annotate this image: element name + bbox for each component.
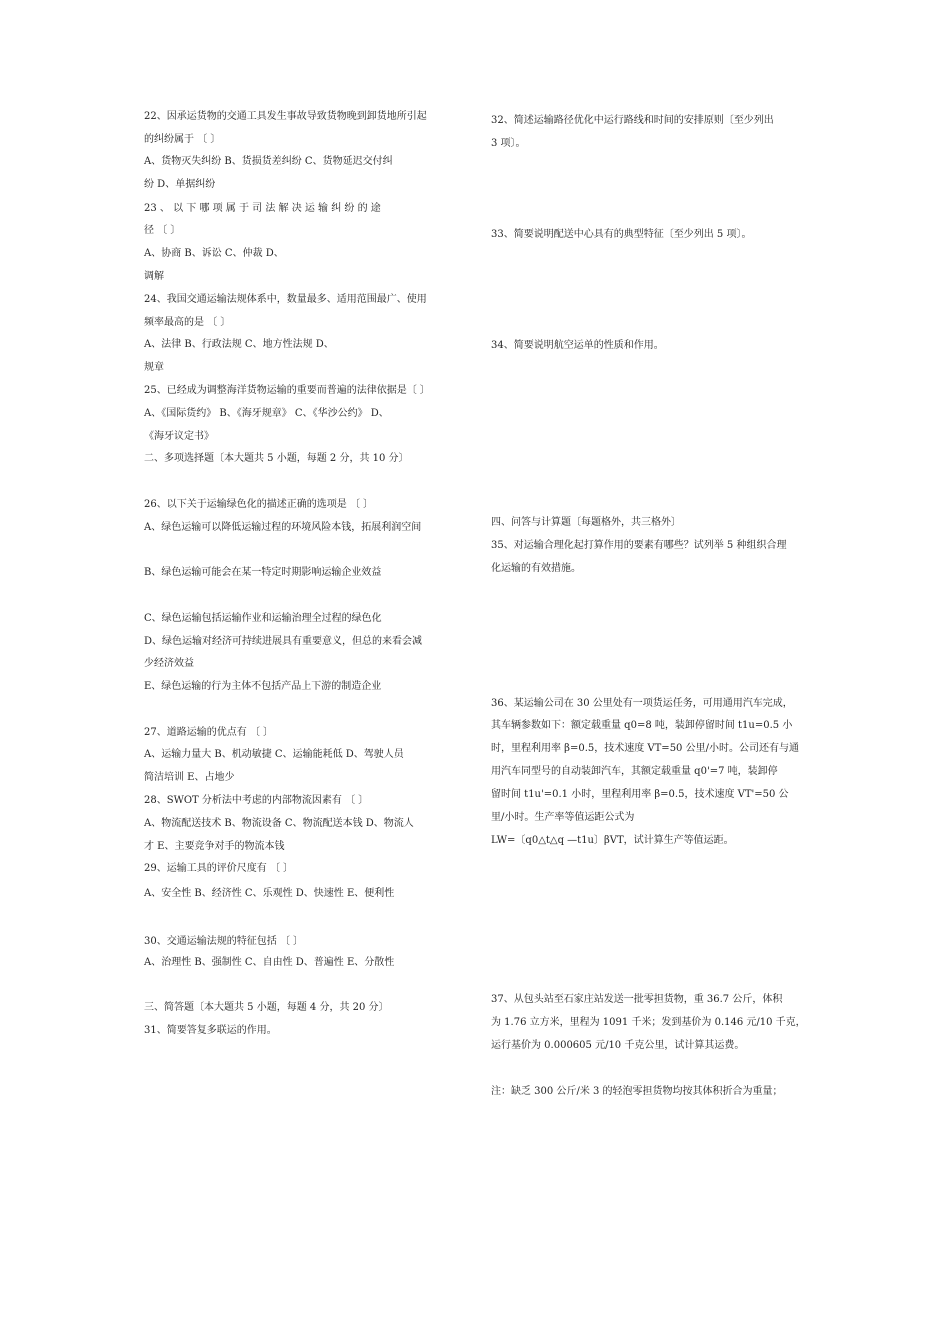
text-line: 时，里程利用率 β=0.5，技术速度 VT=50 公里/小时。公司还有与通 bbox=[491, 743, 799, 754]
text-line: 34、简要说明航空运单的性质和作用。 bbox=[491, 340, 664, 351]
text-line: LW=〔q0△t△q —t1u〕βVT，试计算生产等值运距。 bbox=[491, 835, 734, 846]
text-line: 纷 D、单据纠纷 bbox=[144, 179, 216, 190]
text-line: 33、简要说明配送中心具有的典型特征〔至少列出 5 项〕。 bbox=[491, 229, 752, 240]
text-line: 里/小时。生产率等值运距公式为 bbox=[491, 812, 635, 823]
text-line: 的纠纷属于 〔 〕 bbox=[144, 134, 221, 145]
text-line: A、运输力量大 B、机动敏捷 C、运输能耗低 D、驾驶人员 bbox=[144, 749, 404, 760]
text-line: C、绿色运输包括运输作业和运输治理全过程的绿色化 bbox=[144, 613, 382, 624]
text-line: A、协商 B、诉讼 C、仲裁 D、 bbox=[144, 248, 284, 259]
text-line: A、治理性 B、强制性 C、自由性 D、普遍性 E、分散性 bbox=[144, 957, 395, 968]
text-line: A、货物灭失纠纷 B、货损货差纠纷 C、货物延迟交付纠 bbox=[144, 156, 393, 167]
text-line: 注：缺乏 300 公斤/米 3 的轻泡零担货物均按其体积折合为重量； bbox=[491, 1086, 783, 1097]
text-line: 28、SWOT 分析法中考虑的内部物流因素有 〔 〕 bbox=[144, 795, 369, 806]
text-line: 简洁培训 E、占地少 bbox=[144, 772, 235, 783]
text-line: 31、简要答复多联运的作用。 bbox=[144, 1025, 277, 1036]
text-line: 其车辆参数如下：额定载重量 q0=8 吨，装卸停留时间 t1u=0.5 小 bbox=[491, 720, 793, 731]
text-line: 运行基价为 0.000605 元/10 千克公里，试计算其运费。 bbox=[491, 1040, 745, 1051]
text-line: 留时间 t1u'=0.1 小时，里程利用率 β=0.5，技术速度 VT'=50 公 bbox=[491, 789, 789, 800]
text-line: A、安全性 B、经济性 C、乐观性 D、快速性 E、便利性 bbox=[144, 888, 395, 899]
text-line: 25、已经成为调整海洋货物运输的重要而普遍的法律依据是〔 〕 bbox=[144, 385, 430, 396]
text-line: 径 〔 〕 bbox=[144, 225, 181, 236]
text-line: 为 1.76 立方米，里程为 1091 千米；发到基价为 0.146 元/10 千克， bbox=[491, 1017, 806, 1028]
text-line: 调解 bbox=[144, 271, 164, 282]
text-line: 才 E、主要竞争对手的物流本钱 bbox=[144, 841, 285, 852]
text-line: 37、从包头站至石家庄站发送一批零担货物，重 36.7 公斤，体积 bbox=[491, 994, 783, 1005]
text-line: 29、运输工具的评价尺度有 〔 〕 bbox=[144, 863, 294, 874]
text-line: 27、道路运输的优点有 〔 〕 bbox=[144, 727, 274, 738]
text-line: 36、某运输公司在 30 公里处有一项货运任务，可用通用汽车完成， bbox=[491, 698, 793, 709]
text-line: 用汽车同型号的自动装卸汽车，其额定载重量 q0'=7 吨，装卸停 bbox=[491, 766, 778, 777]
text-line: E、绿色运输的行为主体不包括产品上下游的制造企业 bbox=[144, 681, 382, 692]
text-line: 30、交通运输法规的特征包括 〔 〕 bbox=[144, 936, 304, 947]
section-heading: 三、简答题〔本大题共 5 小题，每题 4 分，共 20 分〕 bbox=[144, 1002, 389, 1013]
text-line: 24、我国交通运输法规体系中，数量最多、适用范围最广、使用 bbox=[144, 294, 427, 305]
section-heading: 二、多项选择题〔本大题共 5 小题，每题 2 分，共 10 分〕 bbox=[144, 453, 409, 464]
text-line: A、绿色运输可以降低运输过程的环境风险本钱，拓展利润空间 bbox=[144, 522, 422, 533]
text-line: A、《国际货约》 B、《海牙规章》 C、《华沙公约》 D、 bbox=[144, 408, 389, 419]
text-line: 化运输的有效措施。 bbox=[491, 563, 581, 574]
section-heading: 四、问答与计算题〔每题格外，共三格外〕 bbox=[491, 517, 681, 528]
text-line: A、法律 B、行政法规 C、地方性法规 D、 bbox=[144, 339, 334, 350]
text-line: 35、对运输合理化起打算作用的要素有哪些？试列举 5 种组织合理 bbox=[491, 540, 787, 551]
text-line: B、绿色运输可能会在某一特定时期影响运输企业效益 bbox=[144, 567, 382, 578]
text-line: 32、简述运输路径优化中运行路线和时间的安排原则〔至少列出 bbox=[491, 115, 774, 126]
text-line: A、物流配送技术 B、物流设备 C、物流配送本钱 D、物流人 bbox=[144, 818, 414, 829]
text-line: 23 、 以 下 哪 项 属 于 司 法 解 决 运 输 纠 纷 的 途 bbox=[144, 203, 381, 214]
text-line: 规章 bbox=[144, 362, 164, 373]
text-line: 26、以下关于运输绿色化的描述正确的选项是 〔 〕 bbox=[144, 499, 374, 510]
text-line: 频率最高的是 〔 〕 bbox=[144, 317, 231, 328]
text-line: 3 项〕。 bbox=[491, 138, 526, 149]
text-line: D、绿色运输对经济可持续进展具有重要意义，但总的来看会减 bbox=[144, 636, 423, 647]
text-line: 《海牙议定书》 bbox=[144, 431, 214, 442]
text-line: 22、因承运货物的交通工具发生事故导致货物晚到卸货地所引起 bbox=[144, 111, 427, 122]
text-line: 少经济效益 bbox=[144, 658, 194, 669]
